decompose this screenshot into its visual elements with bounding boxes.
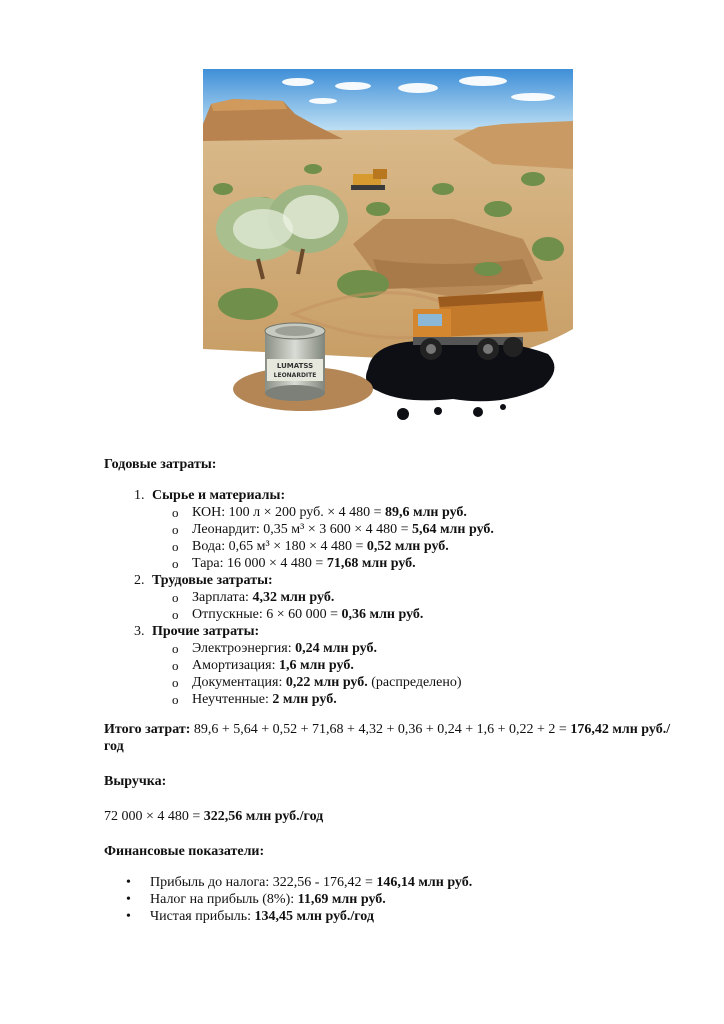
revenue-heading: Выручка: (104, 774, 167, 789)
cost-item: o Леонардит: 0,35 м³ × 3 600 × 4 480 = 5,64 млн руб. (172, 521, 674, 538)
financial-item: • Налог на прибыль (8%): 11,69 млн руб. (144, 891, 674, 908)
cost-categories (104, 487, 674, 708)
oil-spill (366, 340, 554, 401)
can-label-line-1: LUMATSS (276, 362, 314, 370)
financial-indicators (104, 874, 674, 925)
cost-item: o Отпускные: 6 × 60 000 = 0,36 млн руб. (172, 606, 674, 623)
category-title: Трудовые затраты: (152, 573, 273, 588)
annual-costs-heading: Годовые затраты: (104, 457, 217, 472)
cost-item: o КОН: 100 л × 200 руб. × 4 480 = 89,6 млн руб. (172, 504, 674, 521)
category-title: Прочие затраты: (152, 624, 260, 639)
cost-category-materials (148, 487, 674, 572)
cost-item: o Документация: 0,22 млн руб. (распределено) (172, 674, 674, 691)
financial-item: • Прибыль до налога: 322,56 - 176,42 = 146,14 млн руб. (144, 874, 674, 891)
leonardite-can (265, 323, 325, 401)
cost-item: o Неучтенные: 2 млн руб. (172, 691, 674, 708)
category-title: Сырье и материалы: (152, 488, 286, 503)
desert-mining-illustration (203, 69, 573, 439)
financial-item: • Чистая прибыль: 134,45 млн руб./год (144, 908, 674, 925)
can-label-line-2: LEONARDITE (273, 372, 317, 379)
cost-item: o Амортизация: 1,6 млн руб. (172, 657, 674, 674)
financials-heading: Финансовые показатели: (104, 844, 265, 859)
document-body (104, 456, 674, 925)
cost-item: o Электроэнергия: 0,24 млн руб. (172, 640, 674, 657)
revenue-calc: 72 000 × 4 480 = 322,56 млн руб./год (104, 809, 324, 824)
cost-item: o Зарплата: 4,32 млн руб. (172, 589, 674, 606)
total-costs: Итого затрат: 89,6 + 5,64 + 0,52 + 71,68 + 4,32 + 0,36 + 0,24 + 1,6 + 0,22 + 2 = 176,42 млн руб./год (104, 722, 671, 754)
cost-category-other (148, 623, 674, 708)
cost-item: o Вода: 0,65 м³ × 180 × 4 480 = 0,52 млн руб. (172, 538, 674, 555)
cost-category-labor (148, 572, 674, 623)
cost-item: o Тара: 16 000 × 4 480 = 71,68 млн руб. (172, 555, 674, 572)
